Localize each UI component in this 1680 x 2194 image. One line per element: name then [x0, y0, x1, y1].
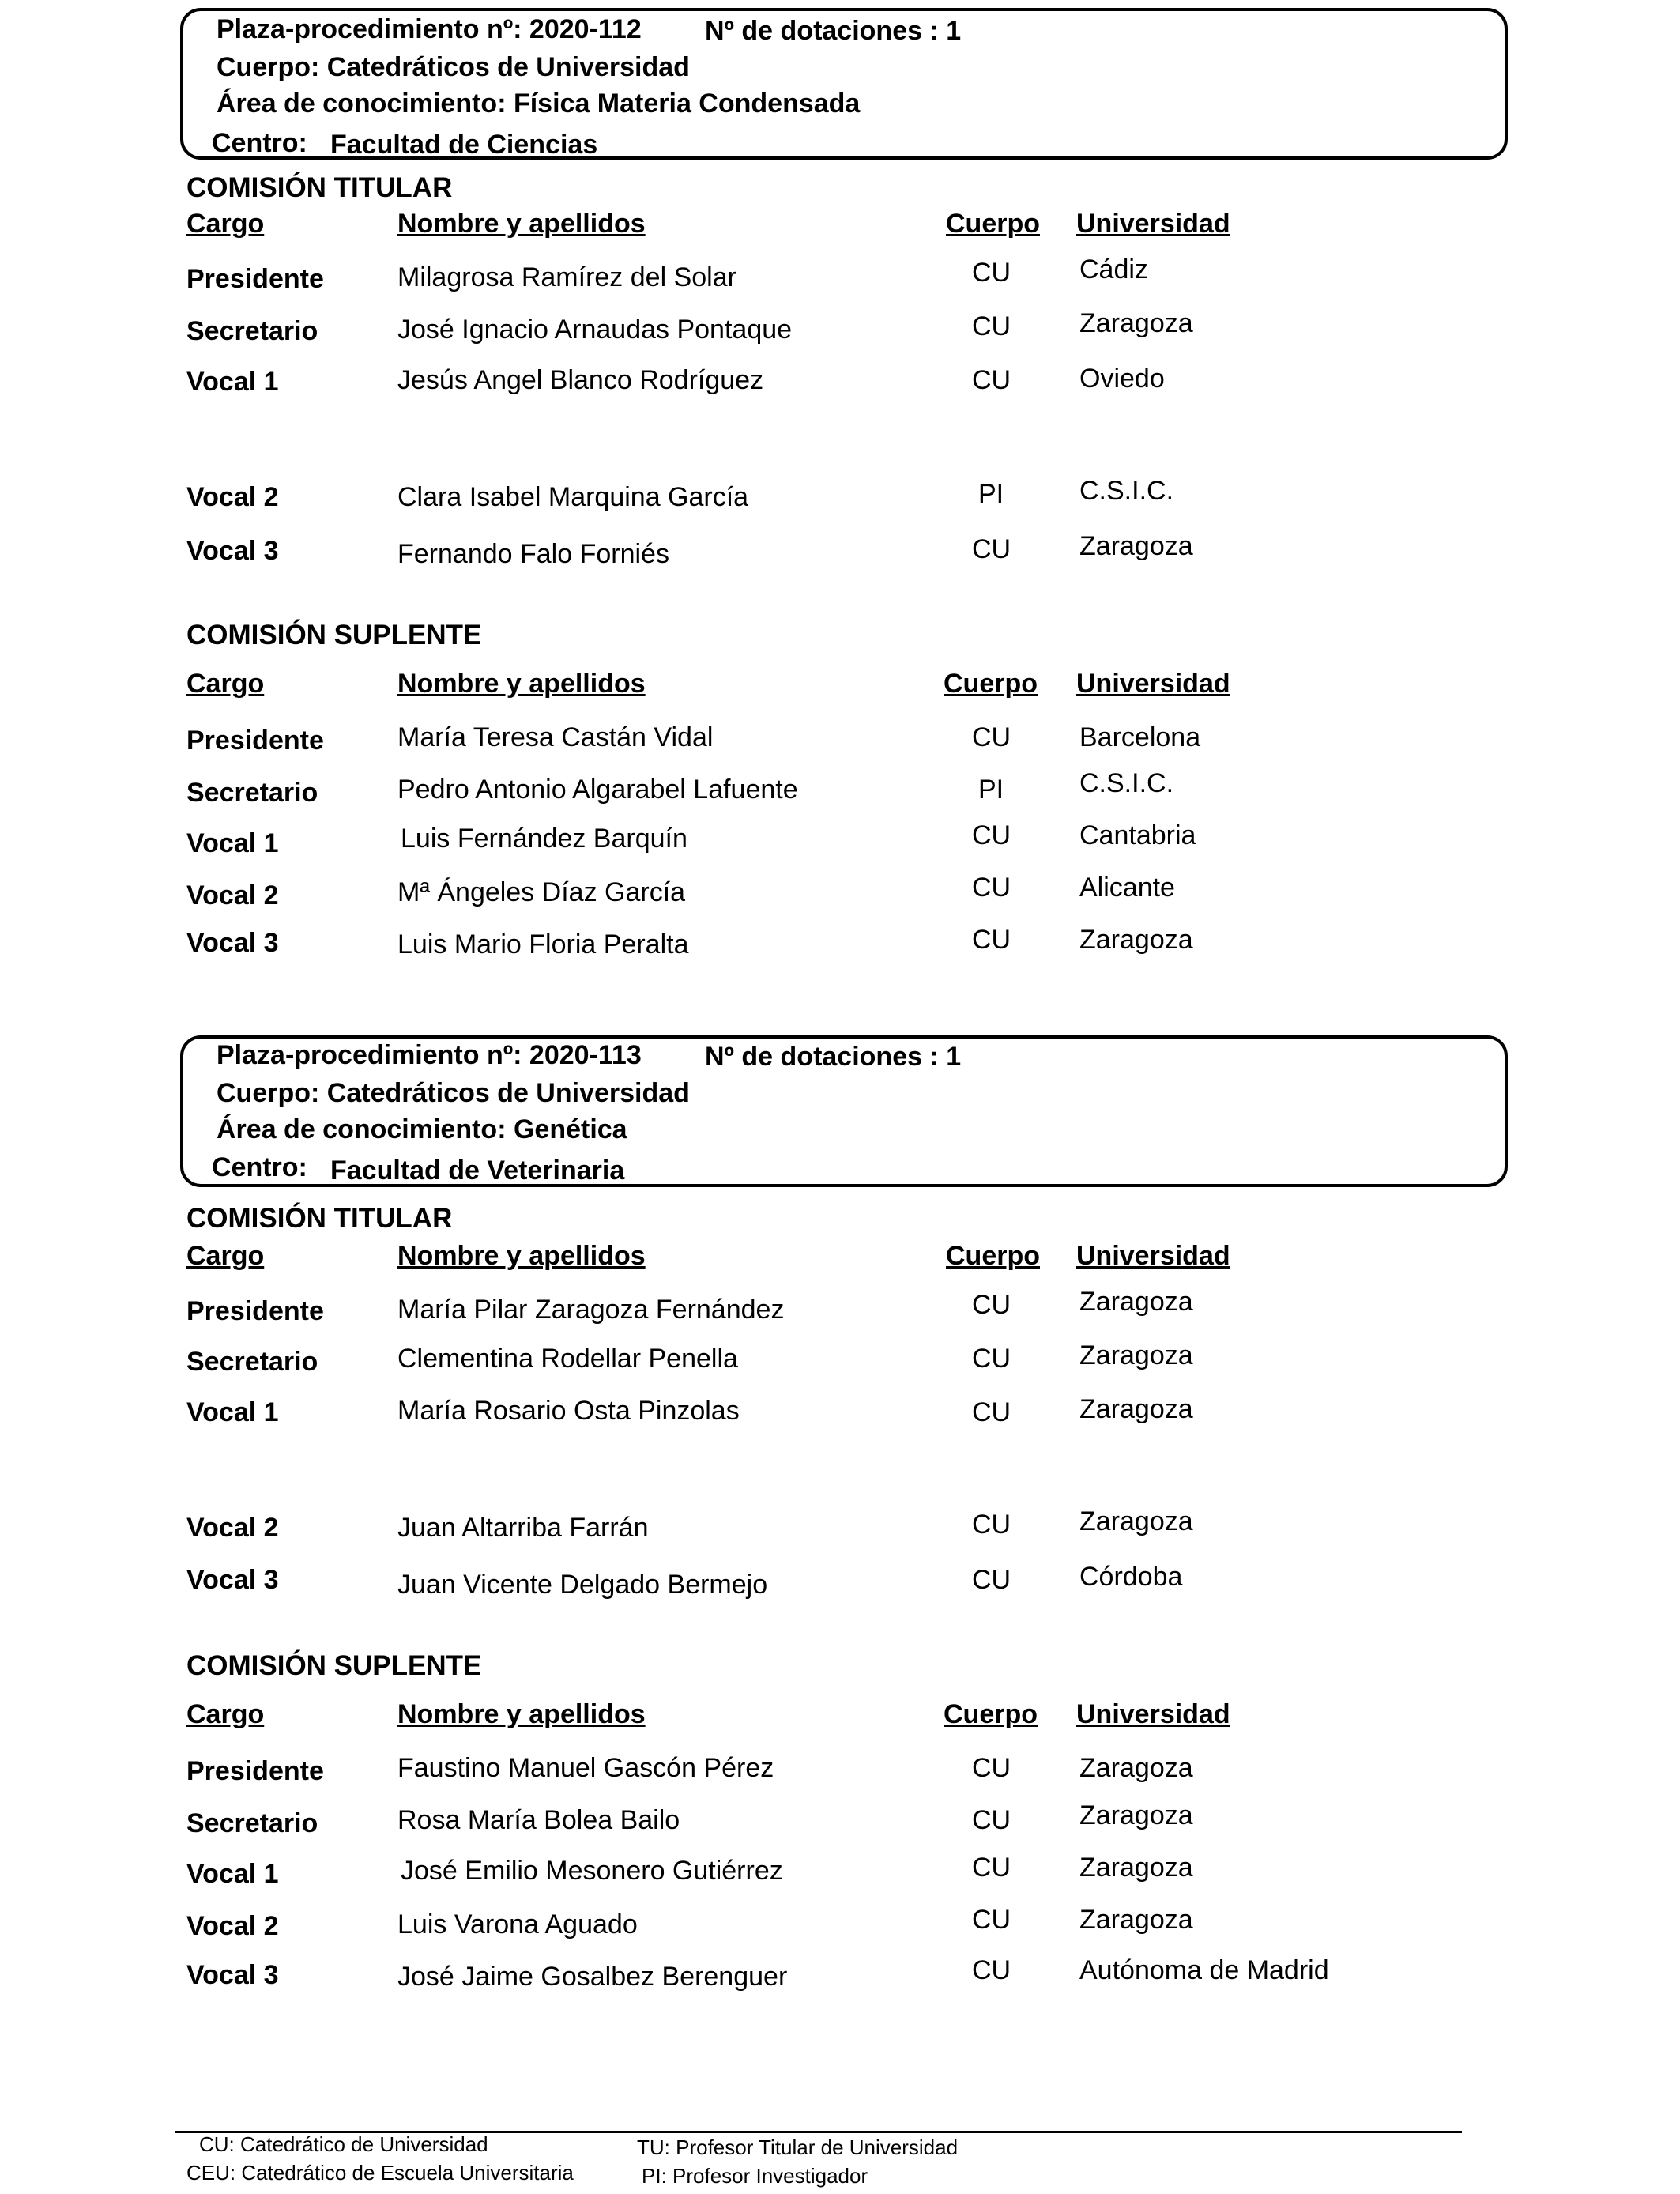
member-universidad: Oviedo: [1079, 364, 1165, 394]
member-nombre: María Rosario Osta Pinzolas: [397, 1396, 740, 1426]
member-nombre: Clara Isabel Marquina García: [397, 482, 749, 512]
member-universidad: C.S.I.C.: [1079, 476, 1174, 506]
cuerpo-line: Cuerpo: Catedráticos de Universidad: [217, 1078, 690, 1108]
member-cargo: Vocal 3: [186, 1960, 279, 1990]
member-cuerpo: CU: [972, 873, 1011, 903]
member-cargo: Secretario: [186, 778, 318, 808]
member-universidad: Zaragoza: [1079, 1800, 1193, 1830]
member-nombre: Milagrosa Ramírez del Solar: [397, 262, 736, 292]
member-universidad: Zaragoza: [1079, 925, 1193, 955]
member-cuerpo: CU: [972, 1753, 1011, 1783]
member-universidad: Autónoma de Madrid: [1079, 1955, 1329, 1985]
col-cargo-header: Cargo: [186, 1699, 265, 1729]
member-universidad: Zaragoza: [1079, 1340, 1193, 1370]
member-cuerpo: CU: [972, 1955, 1011, 1985]
member-cargo: Presidente: [186, 1756, 324, 1786]
member-nombre: Faustino Manuel Gascón Pérez: [397, 1753, 774, 1783]
member-universidad: Zaragoza: [1079, 1394, 1193, 1424]
member-cargo: Presidente: [186, 264, 324, 294]
member-cargo: Vocal 2: [186, 1911, 279, 1941]
member-nombre: Juan Altarriba Farrán: [397, 1513, 649, 1543]
member-cargo: Vocal 2: [186, 1513, 279, 1543]
member-cargo: Secretario: [186, 1808, 318, 1838]
legend-ceu: CEU: Catedrático de Escuela Universitaria: [186, 2161, 574, 2185]
member-cargo: Vocal 1: [186, 1397, 279, 1427]
dotaciones-line: Nº de dotaciones : 1: [705, 16, 962, 46]
col-cargo-header: Cargo: [186, 1241, 265, 1271]
member-universidad: Cantabria: [1079, 820, 1196, 850]
col-cargo-header: Cargo: [186, 209, 265, 239]
member-cuerpo: CU: [972, 311, 1011, 341]
member-nombre: Luis Fernández Barquín: [401, 824, 687, 854]
member-universidad: Barcelona: [1079, 722, 1201, 752]
col-universidad-header: Universidad: [1076, 209, 1230, 239]
member-cargo: Secretario: [186, 1347, 318, 1377]
comision-suplente-title: COMISIÓN SUPLENTE: [186, 620, 482, 650]
col-cargo-header: Cargo: [186, 669, 265, 699]
member-cuerpo: CU: [972, 1290, 1011, 1320]
centro-value: Facultad de Veterinaria: [330, 1155, 625, 1186]
legend-pi: PI: Profesor Investigador: [642, 2164, 868, 2188]
comision-titular-title: COMISIÓN TITULAR: [186, 1203, 453, 1234]
member-cargo: Vocal 1: [186, 1859, 279, 1889]
member-cuerpo: CU: [972, 1853, 1011, 1883]
member-universidad: Zaragoza: [1079, 1753, 1193, 1783]
member-cuerpo: CU: [972, 365, 1011, 395]
member-cargo: Vocal 1: [186, 367, 279, 397]
member-cuerpo: CU: [972, 1805, 1011, 1835]
member-cargo: Vocal 2: [186, 482, 279, 512]
plaza-number-line: Plaza-procedimiento nº: 2020-113: [217, 1040, 642, 1070]
col-universidad-header: Universidad: [1076, 1699, 1230, 1729]
comision-suplente-title: COMISIÓN SUPLENTE: [186, 1650, 482, 1681]
member-nombre: José Jaime Gosalbez Berenguer: [397, 1962, 788, 1992]
member-cuerpo: CU: [972, 1905, 1011, 1935]
member-universidad: Alicante: [1079, 873, 1175, 903]
plaza-number-line: Plaza-procedimiento nº: 2020-112: [217, 14, 642, 44]
legend-tu: TU: Profesor Titular de Universidad: [637, 2136, 959, 2159]
member-nombre: Rosa María Bolea Bailo: [397, 1805, 680, 1835]
member-cuerpo: CU: [972, 534, 1011, 564]
member-nombre: José Ignacio Arnaudas Pontaque: [397, 315, 793, 345]
member-nombre: Luis Mario Floria Peralta: [397, 929, 689, 959]
member-cuerpo: PI: [978, 479, 1004, 509]
member-nombre: José Emilio Mesonero Gutiérrez: [401, 1856, 783, 1886]
member-cargo: Vocal 3: [186, 928, 279, 958]
comision-titular-title: COMISIÓN TITULAR: [186, 172, 453, 203]
area-line: Área de conocimiento: Genética: [217, 1114, 627, 1144]
member-universidad: Cádiz: [1079, 254, 1148, 285]
member-nombre: Fernando Falo Forniés: [397, 539, 669, 569]
member-cuerpo: CU: [972, 722, 1011, 752]
member-cargo: Vocal 3: [186, 1565, 279, 1595]
member-nombre: Pedro Antonio Algarabel Lafuente: [397, 775, 798, 805]
col-nombre-header: Nombre y apellidos: [397, 669, 646, 699]
member-cargo: Vocal 2: [186, 880, 279, 910]
member-universidad: Zaragoza: [1079, 308, 1193, 338]
member-universidad: Zaragoza: [1079, 531, 1193, 561]
member-cargo: Vocal 1: [186, 828, 279, 858]
member-nombre: Clementina Rodellar Penella: [397, 1344, 738, 1374]
col-nombre-header: Nombre y apellidos: [397, 1241, 646, 1271]
col-universidad-header: Universidad: [1076, 1241, 1230, 1271]
member-universidad: Zaragoza: [1079, 1905, 1193, 1935]
area-line: Área de conocimiento: Física Materia Condensada: [217, 89, 861, 119]
member-universidad: Zaragoza: [1079, 1287, 1193, 1317]
member-nombre: Juan Vicente Delgado Bermejo: [397, 1570, 768, 1600]
member-cargo: Vocal 3: [186, 536, 279, 566]
member-nombre: Mª Ángeles Díaz García: [397, 877, 686, 907]
centro-value: Facultad de Ciencias: [330, 130, 598, 160]
member-cuerpo: CU: [972, 258, 1011, 288]
col-nombre-header: Nombre y apellidos: [397, 209, 646, 239]
member-nombre: Jesús Angel Blanco Rodríguez: [397, 365, 764, 395]
member-universidad: Zaragoza: [1079, 1506, 1193, 1536]
member-cuerpo: PI: [978, 775, 1004, 805]
cuerpo-line: Cuerpo: Catedráticos de Universidad: [217, 52, 690, 82]
member-cargo: Secretario: [186, 316, 318, 346]
member-cuerpo: CU: [972, 1397, 1011, 1427]
col-cuerpo-header: Cuerpo: [946, 1241, 1040, 1271]
member-universidad: C.S.I.C.: [1079, 768, 1174, 798]
dotaciones-line: Nº de dotaciones : 1: [705, 1042, 962, 1072]
legend-cu: CU: Catedrático de Universidad: [199, 2132, 488, 2156]
member-cuerpo: CU: [972, 1565, 1011, 1595]
member-cargo: Presidente: [186, 726, 324, 756]
centro-label: Centro:: [212, 128, 307, 158]
member-nombre: María Teresa Castán Vidal: [397, 722, 714, 752]
member-universidad: Zaragoza: [1079, 1853, 1193, 1883]
centro-label: Centro:: [212, 1152, 307, 1182]
col-nombre-header: Nombre y apellidos: [397, 1699, 646, 1729]
member-cargo: Presidente: [186, 1296, 324, 1326]
member-nombre: Luis Varona Aguado: [397, 1909, 638, 1940]
col-cuerpo-header: Cuerpo: [944, 669, 1038, 699]
member-cuerpo: CU: [972, 1344, 1011, 1374]
member-universidad: Córdoba: [1079, 1562, 1183, 1592]
member-nombre: María Pilar Zaragoza Fernández: [397, 1295, 785, 1325]
member-cuerpo: CU: [972, 820, 1011, 850]
member-cuerpo: CU: [972, 1510, 1011, 1540]
col-cuerpo-header: Cuerpo: [944, 1699, 1038, 1729]
col-cuerpo-header: Cuerpo: [946, 209, 1040, 239]
member-cuerpo: CU: [972, 925, 1011, 955]
col-universidad-header: Universidad: [1076, 669, 1230, 699]
